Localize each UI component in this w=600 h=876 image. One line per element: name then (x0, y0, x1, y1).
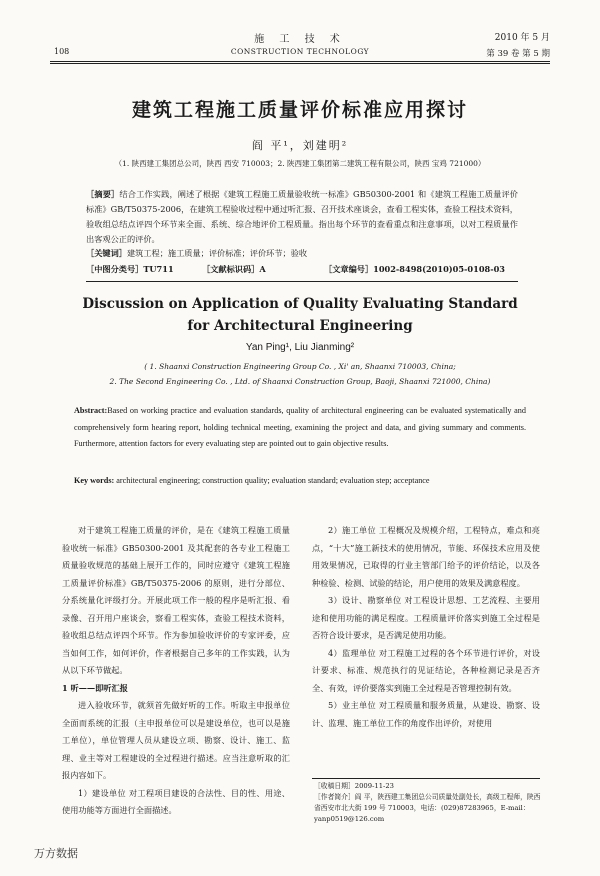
abstract-en-label: Abstract: (74, 406, 108, 415)
document-code: ［文献标识码］A (202, 264, 266, 274)
received-date: ［收稿日期］2009-11-23 (314, 782, 394, 790)
journal-name-cn: 施 工 技 术 (254, 34, 346, 45)
abstract-cn (86, 187, 518, 247)
keywords-cn-text: 建筑工程；施工质量；评价标准；评价环节；验收 (126, 248, 308, 258)
body-paragraph: 1）建设单位 对工程项目建设的合法性、目的性、用途、使用功能等方面进行全面描述。 (62, 787, 290, 815)
keywords-en (74, 473, 526, 490)
body-paragraph: 进入验收环节，就须首先做好听的工作。听取主申报单位全面而系统的汇报（主申报单位可以是建设单位，也可以是施工单位），单位管理人员从建设立项、勘察、设计、施工、监理、业主等对工程建设的全过程进行描述。应当注意听取的汇报内容如下。 (62, 700, 290, 780)
footnote-rule (312, 778, 540, 779)
section-heading: 1 听——即听汇报 (62, 682, 128, 693)
title-en-line-1: Discussion on Application of Quality Evaluating Standard (82, 296, 518, 312)
article-number: ［文章编号］1002-8498(2010)05-0108-03 (324, 264, 506, 274)
header-rule-2 (50, 63, 550, 64)
authors-cn: 阎 平¹，刘建明² (251, 139, 349, 152)
affiliation-en-2: 2. The Second Engineering Co. , Ltd. of Shaanxi Construction Group, Baoji, Shaanxi 721000, China) (109, 377, 491, 386)
issue-date: 2010 年 5 月 (494, 33, 550, 43)
header-rule (50, 61, 550, 62)
wanfang-watermark: 万方数据 (34, 847, 78, 860)
keywords-en-text: architectural engineering; construction quality; evaluation standard; evaluation step; acceptance (116, 476, 430, 485)
abstract-en (74, 403, 526, 453)
abstract-divider (86, 281, 518, 282)
author-footnote (314, 781, 542, 825)
title-en (0, 293, 600, 337)
authors-en: Yan Ping¹, Liu Jianming² (245, 342, 355, 353)
abstract-cn-text: 结合工作实践，阐述了根据《建筑工程施工质量验收统一标准》GB50300-2001 和《建筑工程施工质量评价标准》GB/T50375-2006，在建筑工程验收过程中通过听汇报、召开技术座谈会，查看工程实体，查验工程技术资料，验收组总结点评四个环节来全面、系统、综合地评价工程质量。指出每个环节的查看重点和注意事项，以对工程质量作出客观公正的评价。 (86, 189, 518, 244)
body-paragraph: 5）业主单位 对工程质量和服务质量，从建设、勘察、设计、监理、施工单位工作的角度作出评价，对使用 (312, 700, 540, 728)
body-column-right (312, 522, 540, 732)
title-en-line-2: for Architectural Engineering (187, 318, 413, 334)
keywords-cn-label: ［关键词］ (86, 248, 127, 258)
affiliation-cn: （1. 陕西建工集团总公司，陕西 西安 710003；2. 陕西建工集团第二建筑工程有限公司，陕西 宝鸡 721000） (114, 159, 486, 168)
journal-name-en: CONSTRUCTION TECHNOLOGY (230, 47, 370, 56)
author-bio: ［作者简介］阎 平，陕西建工集团总公司质量处副处长，高级工程师，陕西省西安市北大街 199 号 710003，电话：(029)87283965，E-mail：yanp0519@126.com (314, 793, 541, 823)
title-cn: 建筑工程施工质量评价标准应用探讨 (131, 99, 468, 121)
abstract-en-text: Based on working practice and evaluation standards, quality of architectural engineering can be evaluated systematically and comprehensively form hearing report, holding technical meeting, examining the project and data, and giving summary and comments. Furthermore, attention factors for every evaluating step are pointed out to gain objective results. (74, 406, 526, 448)
volume-issue: 第 39 卷 第 5 期 (486, 49, 550, 59)
abstract-cn-label: ［摘要］ (86, 189, 120, 199)
body-paragraph: 3）设计、勘察单位 对工程设计思想、工艺流程、主要用途和使用功能的满足程度。工程质量评价落实到施工全过程是否符合设计要求，是否满足使用功能。 (312, 595, 540, 640)
body-paragraph: 对于建筑工程施工质量的评价，是在《建筑工程施工质量验收统一标准》GB50300-2001 及其配套的各专业工程施工质量验收规范的基础上展开工作的，同时应遵守《建筑工程施工质量评价标准》GB/T50375-2006 的原则，进行分部位、分系统量化评级打分。开展此项工作一般的程序是听汇报、看录像、召开用户座谈会，察看工程实体，查验工程技术资料，验收组总结点评四个环节。作为参加验收评价的专家评委，应当如何工作，如何评价，作者根据自己多年的工作实践，认为从以下环节做起。 (62, 525, 290, 675)
affiliation-en-1: ( 1. Shaanxi Construction Engineering Group Co. , Xi' an, Shaanxi 710003, China; (144, 362, 456, 371)
page-number: 108 (54, 47, 70, 56)
clc-number: ［中图分类号］TU711 (86, 264, 174, 274)
keywords-cn (86, 246, 518, 261)
body-paragraph: 4）监理单位 对工程施工过程的各个环节进行评价，对设计要求、标准、规范执行的见证结论，各种检测记录是否齐全、有效，评价要落实到施工全过程是否管理控制有效。 (312, 647, 540, 693)
body-paragraph: 2）施工单位 工程概况及规模介绍，工程特点，难点和亮点，“十大”施工新技术的使用情况，节能、环保技术应用及使用效果情况，已取得的行业主管部门给予的评价结论，以及各种检验、检测、试验的结论，用户使用的效果及满意程度。 (312, 525, 540, 588)
keywords-en-label: Key words: (74, 476, 115, 485)
body-column-left (62, 522, 290, 820)
